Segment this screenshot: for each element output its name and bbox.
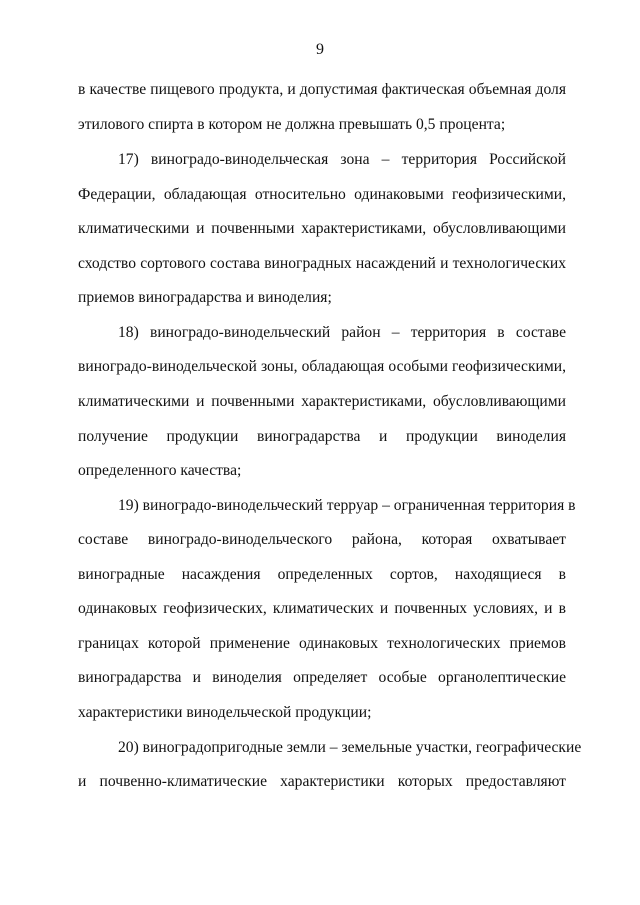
text-line: виноградные насаждения определенных сортов, находящиеся в	[78, 566, 566, 583]
text-line: этилового спирта в котором не должна превышать 0,5 процента;	[78, 116, 506, 133]
text-line: сходство сортового состава виноградных насаждений и технологических	[78, 255, 566, 272]
text-line: получение продукции виноградарства и продукции виноделия	[78, 428, 566, 445]
text-line: климатическими и почвенными характеристиками, обусловливающими	[78, 220, 566, 237]
text-line: одинаковых геофизических, климатических и почвенных условиях, и в	[78, 600, 566, 617]
text-line: характеристики винодельческой продукции;	[78, 704, 372, 721]
paragraph-19-start: 19) виноградо-винодельческий терруар – ограниченная территория в	[118, 497, 576, 514]
text-line: в качестве пищевого продукта, и допустимая фактическая объемная доля	[78, 81, 566, 98]
text-line: границах которой применение одинаковых технологических приемов	[78, 635, 566, 652]
text-line: составе виноградо-винодельческого района, которая охватывает	[78, 531, 566, 548]
paragraph-17-start: 17) виноградо-винодельческая зона – территория Российской	[118, 151, 566, 168]
text-line: определенного качества;	[78, 462, 242, 479]
text-line: приемов виноградарства и виноделия;	[78, 289, 332, 306]
text-line: виноградо-винодельческой зоны, обладающая особыми геофизическими,	[78, 358, 566, 375]
paragraph-18-start: 18) виноградо-винодельческий район – территория в составе	[118, 324, 566, 341]
page-number: 9	[316, 41, 324, 58]
text-line: Федерации, обладающая относительно одинаковыми геофизическими,	[78, 186, 566, 203]
text-line: виноградарства и виноделия определяет особые органолептические	[78, 669, 566, 686]
text-line: и почвенно-климатические характеристики которых предоставляют	[78, 773, 566, 790]
text-line: климатическими и почвенными характеристиками, обусловливающими	[78, 393, 566, 410]
paragraph-20-start: 20) виноградопригодные земли – земельные участки, географические	[118, 739, 582, 756]
